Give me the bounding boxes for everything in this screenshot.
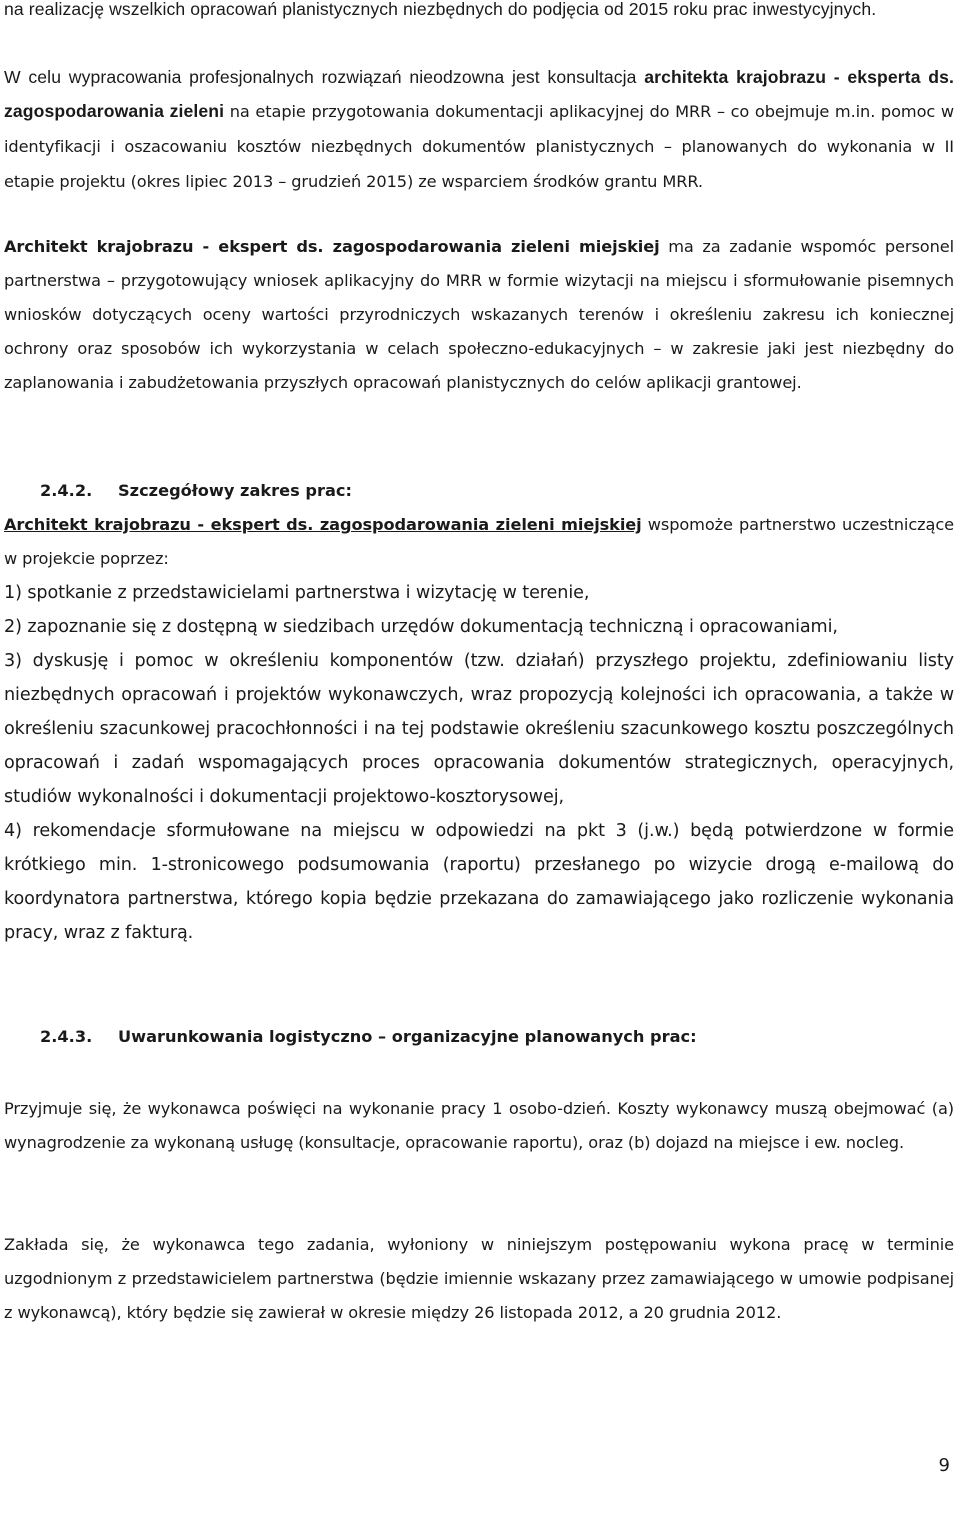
- section-number: 2.4.2.: [40, 481, 93, 500]
- section-number: 2.4.3.: [40, 1027, 93, 1046]
- list-item: 3) dyskusję i pomoc w określeniu komponentów (tzw. działań) przyszłego projektu, zdefiniowaniu listy niezbędnych opracowań i projektów wykonawczych, wraz propozycją kolejności ich opracowania, a także w określeniu szacunkowej pracochłonności i na tej podstawie określeniu szacunkowego kosztu poszczególnych opracowań i zadań wspomagających proces opracowania dokumentów strategicznych, operacyjnych, studiów wykonalności i dokumentacji projektowo-kosztorysowej,: [4, 651, 954, 807]
- section-heading-2-4-3: [4, 1020, 954, 1054]
- paragraph-logistics: Przyjmuje się, że wykonawca poświęci na wykonanie pracy 1 osobo-dzień. Koszty wykonawcy muszą obejmować (a) wynagrodzenie za wykonaną usługę (konsultacje, opracowanie raportu), oraz (b) dojazd na miejsce i ew. nocleg.: [4, 1099, 954, 1152]
- paragraph-intro-text: na realizację wszelkich opracowań planistycznych niezbędnych do podjęcia od 2015 roku prac inwestycyjnych.: [4, 0, 877, 19]
- paragraph-scope-text: wspomoże partnerstwo uczestniczące w projekcie poprzez:: [4, 515, 955, 568]
- section-title: Szczegółowy zakres prac:: [118, 481, 352, 500]
- section-title: Uwarunkowania logistyczno – organizacyjne planowanych prac:: [118, 1027, 697, 1046]
- section-heading-2-4-2: [4, 474, 954, 508]
- paragraph-schedule: Zakłada się, że wykonawca tego zadania, wyłoniony w niniejszym postępowaniu wykona pracę w terminie uzgodnionym z przedstawicielem partnerstwa (będzie imiennie wskazany przez zamawiającego w umowie podpisanej z wykonawcą), który będzie się zawierał w okresie między 26 listopada 2012, a 20 grudnia 2012.: [4, 1235, 954, 1322]
- paragraph-consultation-bold: architekta krajobrazu - eksperta ds. zagospodarowania zieleni: [4, 67, 954, 121]
- paragraph-intro: [4, 0, 954, 26]
- paragraph-consultation-text-c: na etapie przygotowania dokumentacji aplikacyjnej do MRR – co obejmuje m.in. pomoc w identyfikacji i oszacowaniu kosztów niezbędnych dokumentów planistycznych – planowanych do wykonania w II etapie projektu (okres lipiec 2013 – grudzień 2015) ze wsparciem środków grantu MRR.: [4, 102, 954, 191]
- scope-list: [4, 576, 954, 950]
- page-number: 9: [938, 1455, 950, 1476]
- paragraph-consultation: [4, 60, 954, 199]
- list-item: 1) spotkanie z przedstawicielami partnerstwa i wizytację w terenie,: [4, 583, 590, 603]
- list-item: 4) rekomendacje sformułowane na miejscu w odpowiedzi na pkt 3 (j.w.) będą potwierdzone w formie krótkiego min. 1-stronicowego podsumowania (raportu) przesłanego po wizycie drogą e-mailową do koordynatora partnerstwa, którego kopia będzie przekazana do zamawiającego jako rozliczenie wykonania pracy, wraz z fakturą.: [4, 821, 954, 943]
- paragraph-consultation-text-a: W celu wypracowania profesjonalnych rozwiązań nieodzowna jest konsultacja: [4, 67, 645, 87]
- paragraph-scope: [4, 508, 954, 576]
- list-item: 2) zapoznanie się z dostępną w siedzibach urzędów dokumentacją techniczną i opracowaniami,: [4, 617, 838, 637]
- paragraph-scope-bold: Architekt krajobrazu - ekspert ds. zagospodarowania zieleni miejskiej: [4, 515, 642, 534]
- paragraph-role-bold: Architekt krajobrazu - ekspert ds. zagospodarowania zieleni miejskiej: [4, 237, 660, 256]
- paragraph-role: [4, 230, 954, 400]
- paragraph-role-text: ma za zadanie wspomóc personel partnerstwa – przygotowujący wniosek aplikacyjny do MRR w formie wizytacji na miejscu i sformułowanie pisemnych wniosków dotyczących oceny wartości przyrodniczych wskazanych terenów i określeniu zakresu ich koniecznej ochrony oraz sposobów ich wykorzystania w celach społeczno-edukacyjnych – w zakresie jaki jest niezbędny do zaplanowania i zabudżetowania przyszłych opracowań planistycznych do celów aplikacji grantowej.: [4, 237, 954, 392]
